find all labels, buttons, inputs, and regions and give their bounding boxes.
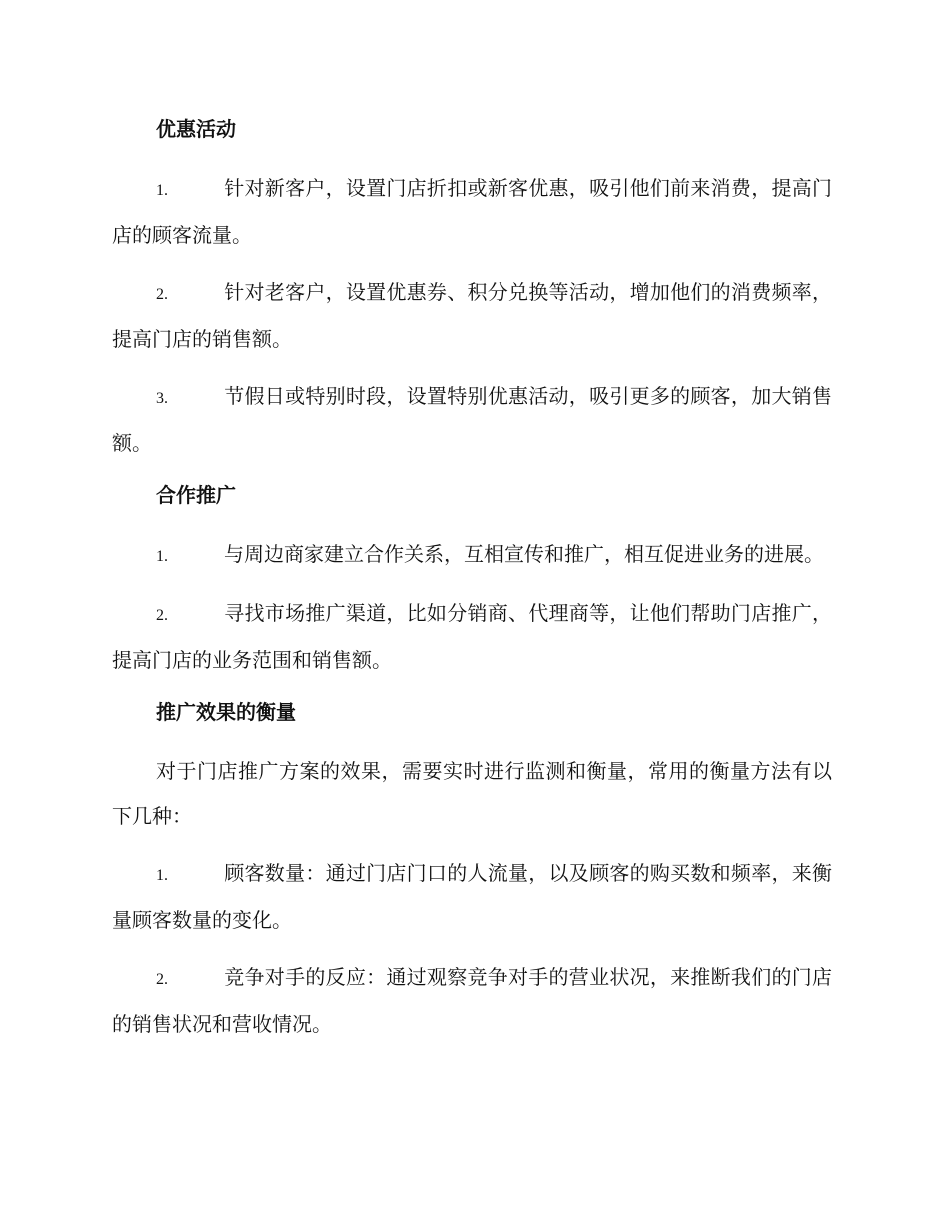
list-item [112, 851, 832, 943]
list-item-text: 节假日或特别时段，设置特别优惠活动，吸引更多的顾客，加大销售额。 [112, 384, 832, 455]
document-page [112, 100, 832, 1059]
list-item [112, 374, 832, 466]
list-item-text: 寻找市场推广渠道，比如分销商、代理商等，让他们帮助门店推广，提高门店的业务范围和销售额。 [112, 601, 832, 672]
list-item [112, 532, 832, 579]
section-heading-measurement: 推广效果的衡量 [156, 700, 296, 724]
intro-paragraph: 对于门店推广方案的效果，需要实时进行监测和衡量，常用的衡量方法有以下几种： [112, 759, 832, 828]
list-item [112, 591, 832, 683]
list-item-text: 针对老客户，设置优惠券、积分兑换等活动，增加他们的消费频率，提高门店的销售额。 [112, 280, 832, 351]
list-number: 1. [156, 867, 168, 884]
section-heading-cooperation: 合作推广 [156, 483, 236, 507]
list-item-text: 针对新客户，设置门店折扣或新客优惠，吸引他们前来消费，提高门店的顾客流量。 [112, 176, 832, 247]
list-number: 1. [156, 182, 168, 199]
list-item [112, 270, 832, 362]
list-number: 1. [156, 548, 168, 565]
list-item [112, 166, 832, 258]
list-item-text: 顾客数量：通过门店门口的人流量，以及顾客的购买数和频率，来衡量顾客数量的变化。 [112, 861, 832, 932]
list-number: 2. [156, 971, 168, 988]
list-item [112, 955, 832, 1047]
list-number: 2. [156, 607, 168, 624]
list-item-text: 与周边商家建立合作关系，互相宣传和推广，相互促进业务的进展。 [224, 542, 824, 566]
section-heading-promotions: 优惠活动 [156, 117, 236, 141]
list-number: 2. [156, 286, 168, 303]
list-item-text: 竞争对手的反应：通过观察竞争对手的营业状况，来推断我们的门店的销售状况和营收情况。 [112, 965, 832, 1036]
list-number: 3. [156, 390, 168, 407]
